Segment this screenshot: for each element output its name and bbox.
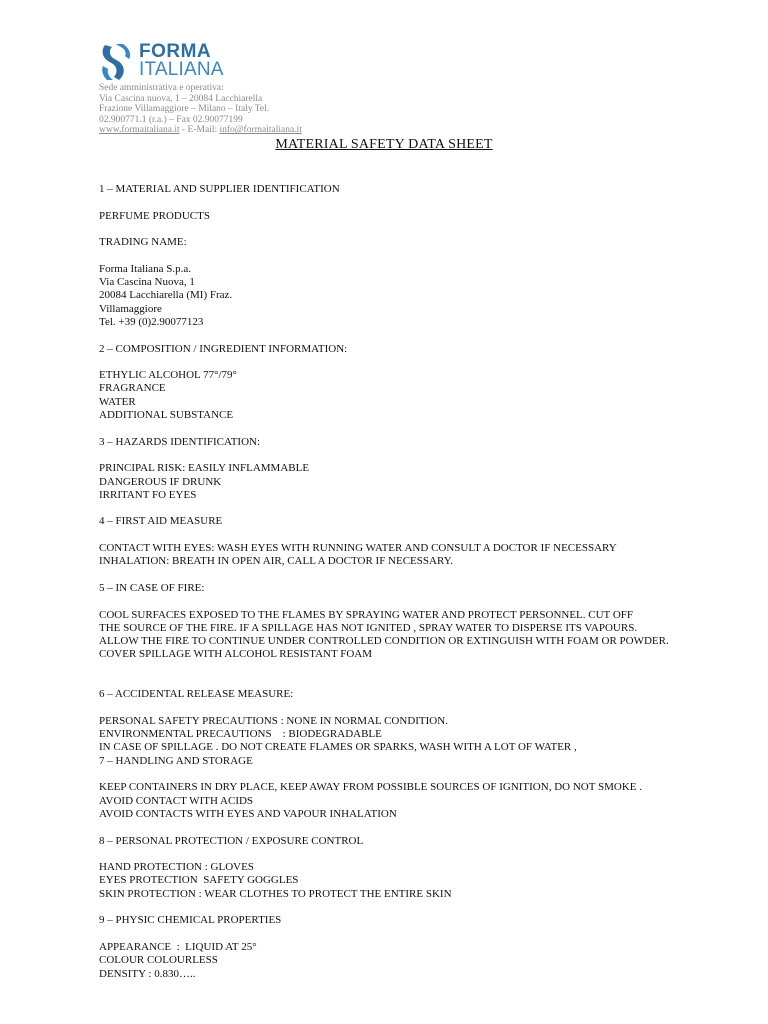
- body-line: Tel. +39 (0)2.90077123: [99, 315, 204, 328]
- blank-line: [99, 223, 699, 236]
- logo-wordmark-italiana: ITALIANA: [139, 59, 224, 80]
- body-line: EYES PROTECTION SAFETY GOGGLES: [99, 874, 299, 887]
- blank-line: [99, 422, 699, 435]
- body-line: COLOUR COLOURLESS: [99, 954, 218, 967]
- blank-line: [99, 329, 699, 342]
- section-heading: 3 – HAZARDS IDENTIFICATION:: [99, 435, 261, 448]
- body-line: IRRITANT FO EYES: [99, 488, 197, 501]
- body-line: COVER SPILLAGE WITH ALCOHOL RESISTANT FOAM: [99, 648, 373, 661]
- body-line: DENSITY : 0.830…..: [99, 967, 196, 980]
- body-line: THE SOURCE OF THE FIRE. IF A SPILLAGE HAS NOT IGNITED , SPRAY WATER TO DISPERSE ITS VAPOURS.: [99, 621, 638, 634]
- blank-line: [99, 662, 699, 675]
- document-title: MATERIAL SAFETY DATA SHEET: [275, 137, 493, 152]
- blank-line: [99, 569, 699, 582]
- blank-line: [99, 249, 699, 262]
- company-address-block: [99, 83, 302, 136]
- blank-line: [99, 196, 699, 209]
- email-label: - E-Mail:: [179, 125, 220, 136]
- section-heading: 7 – HANDLING AND STORAGE: [99, 754, 253, 767]
- blank-line: [99, 595, 699, 608]
- blank-line: [99, 502, 699, 515]
- company-logo: [99, 42, 229, 82]
- blank-line: [99, 702, 699, 715]
- body-line: PERSONAL SAFETY PRECAUTIONS : NONE IN NORMAL CONDITION.: [99, 714, 448, 727]
- blank-line: [99, 848, 699, 861]
- body-line: DANGEROUS IF DRUNK: [99, 475, 222, 488]
- section-heading: 8 – PERSONAL PROTECTION / EXPOSURE CONTROL: [99, 834, 364, 847]
- body-line: Forma Italiana S.p.a.: [99, 262, 191, 275]
- body-line: INHALATION: BREATH IN OPEN AIR, CALL A DOCTOR IF NECESSARY.: [99, 555, 453, 568]
- blank-line: [99, 901, 699, 914]
- blank-line: [99, 928, 699, 941]
- body-line: HAND PROTECTION : GLOVES: [99, 861, 254, 874]
- body-line: Villamaggiore: [99, 302, 162, 315]
- blank-line: [99, 768, 699, 781]
- address-line: 02.900771.1 (r.a.) – Fax 02.90077199: [99, 114, 243, 125]
- body-line: COOL SURFACES EXPOSED TO THE FLAMES BY SPRAYING WATER AND PROTECT PERSONNEL. CUT OFF: [99, 608, 634, 621]
- section-heading: 2 – COMPOSITION / INGREDIENT INFORMATION:: [99, 342, 348, 355]
- contact-line: [99, 125, 302, 136]
- body-line: IN CASE OF SPILLAGE . DO NOT CREATE FLAMES OR SPARKS, WASH WITH A LOT OF WATER ,: [99, 741, 577, 754]
- blank-line: [99, 821, 699, 834]
- blank-line: [99, 356, 699, 369]
- address-line: Sede amministrativa e operativa:: [99, 83, 224, 93]
- body-line: ADDITIONAL SUBSTANCE: [99, 409, 234, 422]
- body-line: ETHYLIC ALCOHOL 77°/79°: [99, 369, 237, 382]
- body-line: KEEP CONTAINERS IN DRY PLACE, KEEP AWAY FROM POSSIBLE SOURCES OF IGNITION, DO NOT SMOKE .: [99, 781, 642, 794]
- address-line: Via Cascina nuova, 1 – 20084 Lacchiarella: [99, 93, 263, 104]
- body-line: APPEARANCE : LIQUID AT 25°: [99, 940, 257, 953]
- body-line: TRADING NAME:: [99, 236, 187, 249]
- logo-wordmark-forma: FORMA: [139, 41, 212, 62]
- address-line: Frazione Villamaggiore – Milano – Italy Tel.: [99, 104, 270, 115]
- body-line: PRINCIPAL RISK: EASILY INFLAMMABLE: [99, 462, 310, 475]
- section-heading: 1 – MATERIAL AND SUPPLIER IDENTIFICATION: [99, 183, 340, 195]
- section-heading: 6 – ACCIDENTAL RELEASE MEASURE:: [99, 688, 294, 701]
- body-line: ENVIRONMENTAL PRECAUTIONS : BIODEGRADABLE: [99, 728, 382, 741]
- website-link[interactable]: www.formaitaliana.it: [99, 125, 180, 136]
- body-line: SKIN PROTECTION : WEAR CLOTHES TO PROTECT THE ENTIRE SKIN: [99, 887, 452, 900]
- section-heading: 4 – FIRST AID MEASURE: [99, 515, 223, 528]
- section-heading: 5 – IN CASE OF FIRE:: [99, 581, 205, 594]
- body-line: 20084 Lacchiarella (MI) Fraz.: [99, 289, 233, 302]
- body-line: ALLOW THE FIRE TO CONTINUE UNDER CONTROLLED CONDITION OR EXTINGUISH WITH FOAM OR POWDER.: [99, 635, 669, 648]
- forma-italiana-logo-icon: [99, 42, 137, 82]
- document-body: [99, 183, 699, 981]
- blank-line: [99, 529, 699, 542]
- body-line: PERFUME PRODUCTS: [99, 209, 210, 222]
- section-heading: 9 – PHYSIC CHEMICAL PROPERTIES: [99, 914, 282, 927]
- body-line: AVOID CONTACT WITH ACIDS: [99, 794, 254, 807]
- blank-line: [99, 675, 699, 688]
- body-line: AVOID CONTACTS WITH EYES AND VAPOUR INHALATION: [99, 807, 397, 820]
- body-line: FRAGRANCE: [99, 382, 166, 395]
- body-line: Via Cascina Nuova, 1: [99, 276, 195, 289]
- blank-line: [99, 449, 699, 462]
- body-line: WATER: [99, 395, 136, 408]
- email-link[interactable]: info@formaitaliana.it: [219, 125, 302, 136]
- body-line: CONTACT WITH EYES: WASH EYES WITH RUNNING WATER AND CONSULT A DOCTOR IF NECESSARY: [99, 542, 617, 555]
